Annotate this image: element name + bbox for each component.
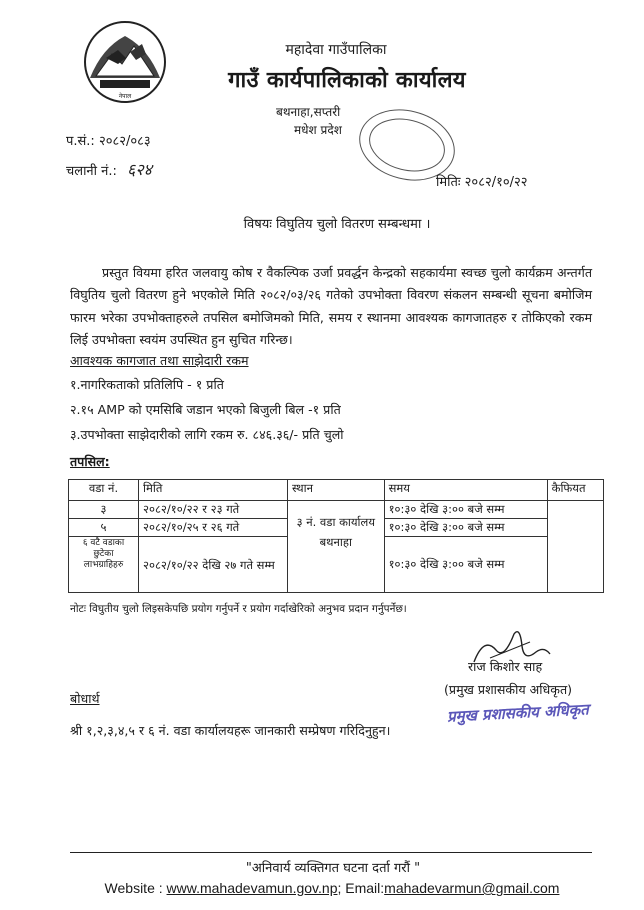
cc-label: बोधार्थ [70,691,100,706]
header-ward: वडा नं. [69,480,139,501]
website-link[interactable]: www.mahadevamun.gov.np [166,880,338,896]
requirement-item: १.नागरिकताको प्रतिलिपि - १ प्रति [70,377,224,392]
requirements-heading: आवश्यक कागजात तथा साझेदारी रकम [70,353,249,368]
address-line2: मधेश प्रदेश [294,123,342,137]
cell-date: २०८२/१०/२२ देखि २७ गते सम्म [138,537,287,593]
details-label: तपसिल: [70,454,110,469]
schedule-table [68,479,604,593]
address-line1: बथनाहा,सप्तरी [276,105,341,119]
dispatch-value: ६२४ [127,160,152,179]
table-header-row [69,480,604,501]
header-date: मिति [138,480,287,501]
signatory-name: राज किशोर साह [468,659,543,674]
footer-contact [0,880,644,896]
requirement-item: २.१५ AMP को एमसिबि जडान भएको बिजुली बिल -१ प्रति [70,402,341,417]
reference-number: प.सं.: २०८२/०८३ [66,134,151,149]
cell-time: १०:३० देखि ३:०० बजे सम्म [384,501,547,519]
signatory-title: (प्रमुख प्रशासकीय अधिकृत) [444,682,573,697]
dispatch-label: चलानी नं.: [66,164,117,179]
footer-divider [70,852,592,853]
cell-time: १०:३० देखि ३:०० बजे सम्म [384,519,547,537]
cell-place: ३ नं. वडा कार्यालय बथनाहा [288,501,385,593]
header-remarks: कैफियत [547,480,603,501]
org-name: महादेवा गाउँपालिका [285,42,387,58]
office-title: गाउँ कार्यपालिकाको कार्यालय [228,68,466,93]
cc-text: श्री १,२,३,४,५ र ६ नं. वडा कार्यालयहरू जानकारी सम्प्रेषण गरिदिनुहुन। [70,723,391,738]
cell-date: २०८२/१०/२५ र २६ गते [138,519,287,537]
email-link[interactable]: mahadevarmun@gmail.com [384,880,560,896]
header-time: समय [384,480,547,501]
footer-slogan: "अनिवार्य व्यक्तिगत घटना दर्ता गरौं " [245,861,421,876]
svg-text:नेपाल: नेपाल [118,93,132,100]
cell-remarks [547,501,603,593]
signatory-seal: प्रमुख प्रशासकीय अधिकृत [446,700,590,726]
contact-separator: ; [337,880,342,896]
cell-ward: ३ [69,501,139,519]
cell-date: २०८२/१०/२२ र २३ गते [138,501,287,519]
cell-time: १०:३० देखि ३:०० बजे सम्म [384,537,547,593]
website-label: Website : [104,880,163,896]
email-label: Email: [345,880,385,896]
header-place: स्थान [288,480,385,501]
dispatch-number [66,158,152,180]
body-paragraph: प्रस्तुत वियमा हरित जलवायु कोष र वैकल्पिक उर्जा प्रवर्द्धन केन्द्रको सहकार्यमा स्वच्छ चुलो कार्यक्रम अन्तर्गत विघुतिय चुलो वितरण हुने भएकोले मिति २०८२/०३/२६ गतेको उपभोक्ता विवरण संकलन सम्बन्धी सूचना बमोजिम फारम भरेका उपभोक्ताहरुले तपसिल बमोजिमको मिति, समय र स्थानमा आवश्यक कागजातहरु र तोकिएको रकम लिई उपभोक्ता स्वयंम उपस्थित हुन सुचित गरिन्छ। [70,265,592,348]
subject-line: विषयः विघुतिय चुलो वितरण सम्बन्धमा । [243,217,431,232]
letter-date: मितिः २०८२/१०/२२ [436,175,528,190]
cell-ward: ५ [69,519,139,537]
cell-ward: ६ वटै वडाका छुटेका लाभग्राहिहरु [69,537,139,593]
table-row [69,501,604,519]
note-text: नोटः विघुतीय चुलो लिइसकेपछि प्रयोग गर्नुपर्ने र प्रयोग गर्दाखेरिको अनुभव प्रदान गर्नुपर्नेछ। [70,603,407,615]
requirement-item: ३.उपभोक्ता साझेदारीको लागि रकम रु. ८४६.३६/- प्रति चुलो [70,427,344,442]
